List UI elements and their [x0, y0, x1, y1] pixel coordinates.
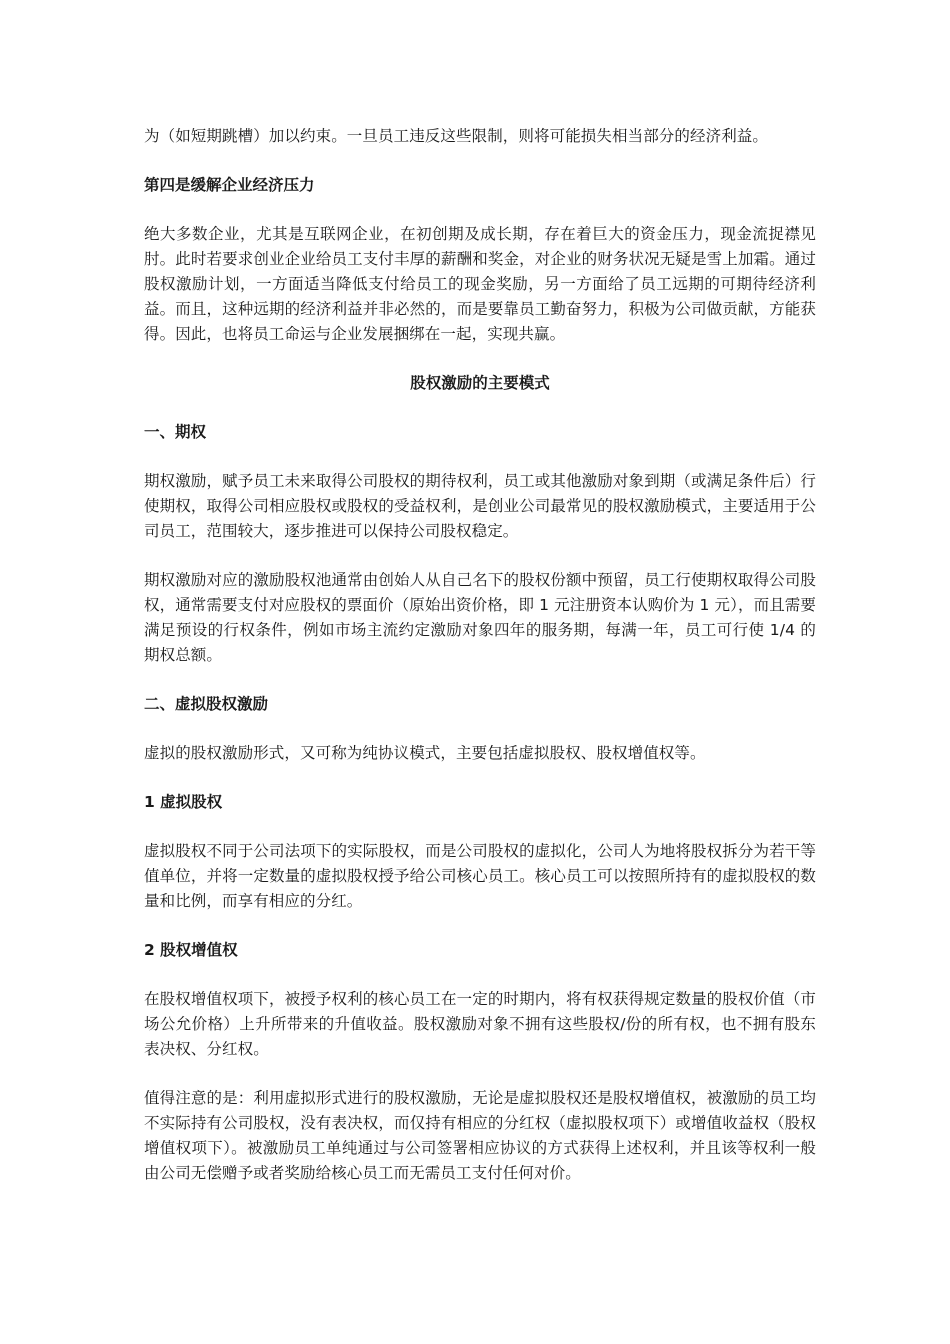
document-page — [144, 124, 816, 1210]
section-title: 股权激励的主要模式 — [410, 374, 550, 392]
paragraph: 虚拟的股权激励形式，又可称为纯协议模式，主要包括虚拟股权、股权增值权等。 — [144, 744, 706, 762]
paragraph: 期权激励对应的激励股权池通常由创始人从自己名下的股权份额中预留，员工行使期权取得公司股权，通常需要支付对应股权的票面价（原始出资价格，即 1 元注册资本认购价为 1 元），而且需要满足预设的行权条件，例如市场主流约定激励对象四年的服务期，每满一年，员工可行使 1/4 的期权总额。 — [144, 571, 816, 664]
subsection-heading: 1 虚拟股权 — [144, 793, 223, 811]
paragraph: 期权激励，赋予员工未来取得公司股权的期待权利，员工或其他激励对象到期（或满足条件后）行使期权，取得公司相应股权或股权的受益权利，是创业公司最常见的股权激励模式，主要适用于公司员工，范围较大，逐步推进可以保持公司股权稳定。 — [144, 472, 816, 540]
paragraph: 绝大多数企业，尤其是互联网企业，在初创期及成长期，存在着巨大的资金压力，现金流捉襟见肘。此时若要求创业企业给员工支付丰厚的薪酬和奖金，对企业的财务状况无疑是雪上加霜。通过股权激励计划，一方面适当降低支付给员工的现金奖励，另一方面给了员工远期的可期待经济利益。而且，这种远期的经济利益并非必然的，而是要靠员工勤奋努力，积极为公司做贡献，方能获得。因此，也将员工命运与企业发展捆绑在一起，实现共赢。 — [144, 225, 816, 343]
paragraph: 值得注意的是：利用虚拟形式进行的股权激励，无论是虚拟股权还是股权增值权，被激励的员工均不实际持有公司股权，没有表决权，而仅持有相应的分红权（虚拟股权项下）或增值收益权（股权增值权项下）。被激励员工单纯通过与公司签署相应协议的方式获得上述权利，并且该等权利一般由公司无偿赠予或者奖励给核心员工而无需员工支付任何对价。 — [144, 1089, 816, 1182]
paragraph: 为（如短期跳槽）加以约束。一旦员工违反这些限制，则将可能损失相当部分的经济利益。 — [144, 127, 769, 145]
paragraph: 虚拟股权不同于公司法项下的实际股权，而是公司股权的虚拟化，公司人为地将股权拆分为若干等值单位，并将一定数量的虚拟股权授予给公司核心员工。核心员工可以按照所持有的虚拟股权的数量和比例，而享有相应的分红。 — [144, 842, 816, 910]
section-heading: 二、虚拟股权激励 — [144, 695, 269, 713]
section-heading: 第四是缓解企业经济压力 — [144, 176, 315, 194]
section-heading: 一、期权 — [144, 423, 207, 441]
paragraph: 在股权增值权项下，被授予权利的核心员工在一定的时期内，将有权获得规定数量的股权价值（市场公允价格）上升所带来的升值收益。股权激励对象不拥有这些股权/份的所有权，也不拥有股东表决权、分红权。 — [144, 990, 816, 1058]
subsection-heading: 2 股权增值权 — [144, 941, 238, 959]
